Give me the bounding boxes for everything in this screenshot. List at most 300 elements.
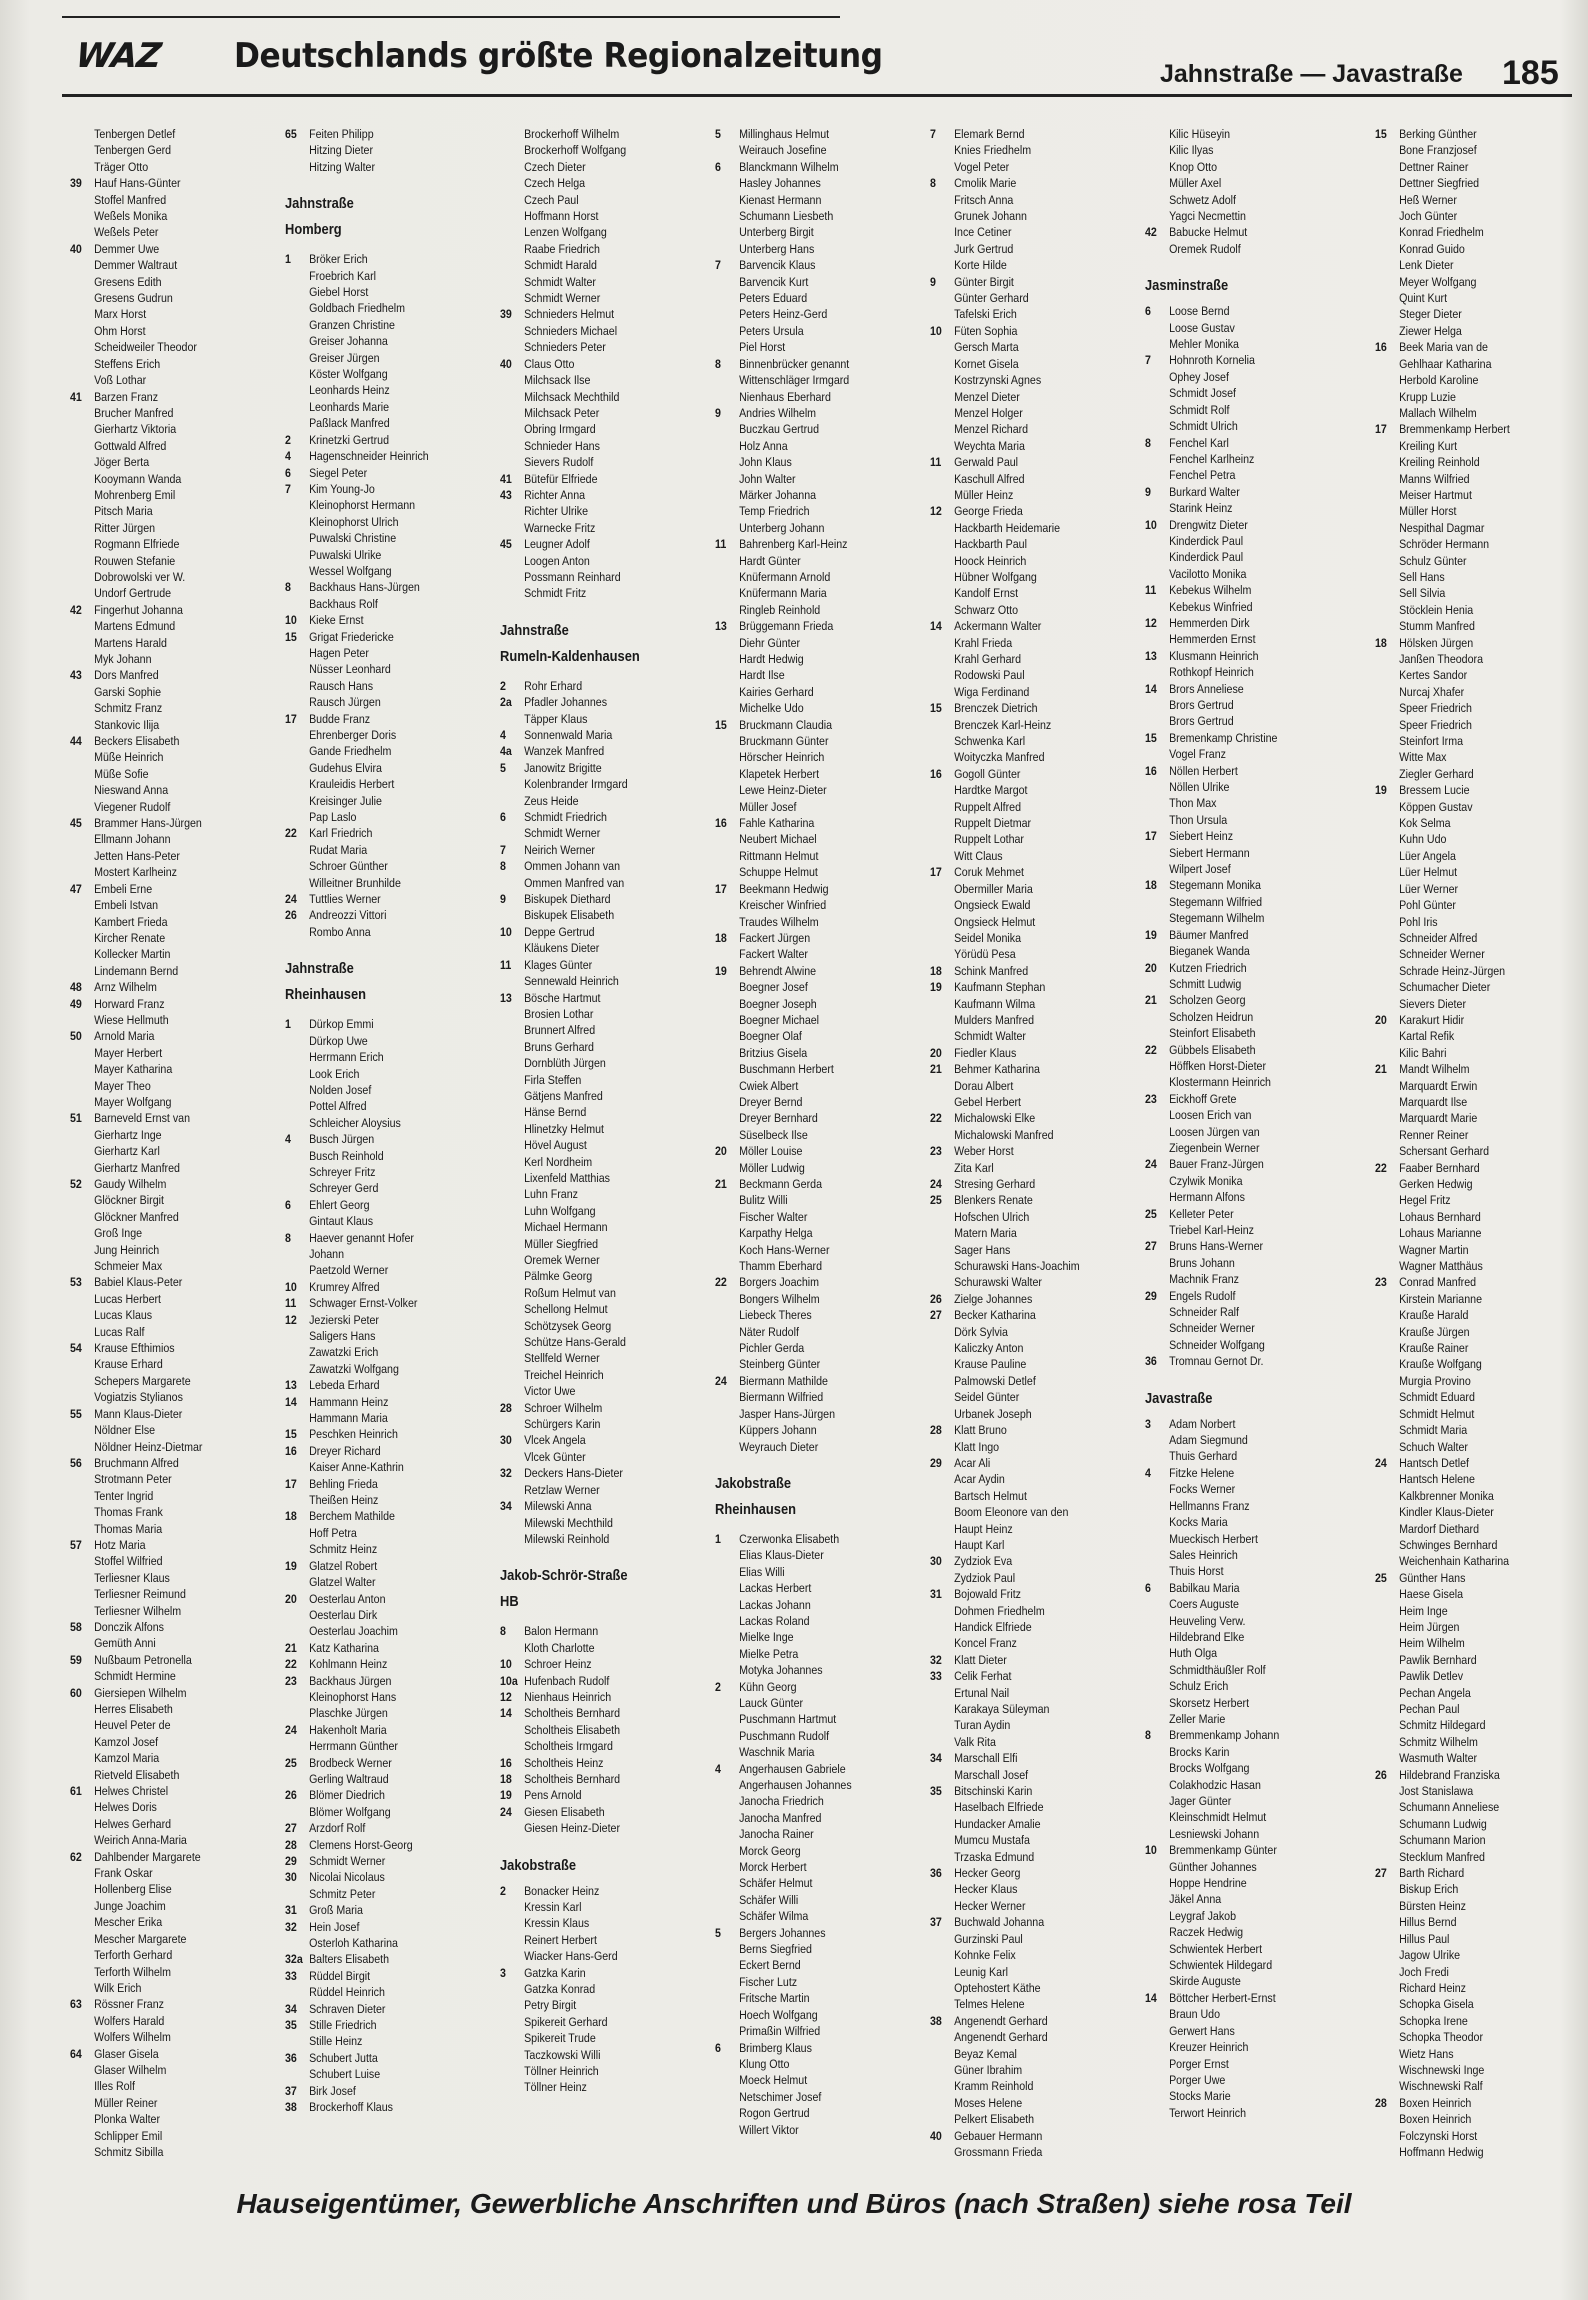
directory-entry: [715, 831, 875, 847]
house-number: 37: [285, 2083, 297, 2098]
directory-entry: [715, 356, 875, 372]
directory-entry: [70, 1553, 230, 1569]
house-number: 5: [715, 1925, 721, 1940]
resident-name: Schmidt Eduard: [1399, 1390, 1475, 1405]
resident-name: Schmitz Franz: [94, 701, 163, 716]
street-heading: Jakobstraße: [715, 1474, 792, 1492]
directory-entry: [715, 1373, 875, 1389]
resident-name: Petry Birgit: [524, 1998, 577, 2013]
directory-entry: [70, 848, 230, 864]
resident-name: Gätjens Manfred: [524, 1088, 603, 1103]
directory-entry: [500, 973, 660, 989]
directory-entry: [70, 1652, 230, 1668]
house-number: 58: [70, 1619, 82, 1634]
resident-name: Hoffmann Horst: [524, 209, 599, 224]
resident-name: Köppen Gustav: [1399, 799, 1473, 814]
resident-name: Ruppelt Lothar: [954, 832, 1024, 847]
resident-name: Hörscher Heinrich: [739, 750, 825, 765]
resident-name: Nußbaum Petronella: [94, 1652, 192, 1667]
directory-entry: [930, 224, 1090, 240]
directory-entry: [715, 749, 875, 765]
resident-name: Cwiek Albert: [739, 1078, 799, 1093]
resident-name: Diehr Günter: [739, 635, 801, 650]
directory-entry: [500, 743, 660, 759]
resident-name: Roßum Helmut van: [524, 1285, 616, 1300]
house-number: 40: [930, 2128, 942, 2143]
directory-entry: [285, 1033, 445, 1049]
directory-entry: [930, 667, 1090, 683]
resident-name: Nieswand Anna: [94, 783, 169, 798]
directory-entry: [1145, 1238, 1305, 1254]
resident-name: Gierhartz Viktoria: [94, 422, 177, 437]
resident-name: Bieganek Wanda: [1169, 944, 1250, 959]
resident-name: Speer Friedrich: [1399, 717, 1472, 732]
directory-entry: [500, 405, 660, 421]
resident-name: Siegel Peter: [309, 465, 368, 480]
resident-name: Zeus Heide: [524, 793, 579, 808]
directory-entry: [70, 1799, 230, 1815]
resident-name: Nicolai Nicolaus: [309, 1870, 385, 1885]
resident-name: Netschimer Josef: [739, 2089, 822, 2104]
directory-entry: [930, 1783, 1090, 1799]
resident-name: Menzel Holger: [954, 405, 1023, 420]
directory-entry: [930, 1439, 1090, 1455]
house-number: 18: [500, 1771, 512, 1786]
directory-entry: [1145, 208, 1305, 224]
resident-name: Tafelski Erich: [954, 307, 1017, 322]
resident-name: Stellfeld Werner: [524, 1351, 600, 1366]
resident-name: Lenzen Wolfgang: [524, 225, 607, 240]
directory-entry: [1145, 828, 1305, 844]
resident-name: Schmidt Hermine: [94, 1669, 176, 1684]
directory-entry: [1145, 1760, 1305, 1776]
house-number: 27: [285, 1821, 297, 1836]
resident-name: Loose Bernd: [1169, 304, 1230, 319]
directory-entry: [930, 1914, 1090, 1930]
directory-entry: [70, 1078, 230, 1094]
directory-entry: [1145, 175, 1305, 191]
resident-name: Ruppelt Alfred: [954, 799, 1022, 814]
directory-entry: [500, 1689, 660, 1705]
directory-entry: [500, 1738, 660, 1754]
resident-name: Barzen Franz: [94, 389, 159, 404]
resident-name: Wagner Martin: [1399, 1242, 1469, 1257]
directory-entry: [715, 1209, 875, 1225]
directory-entry: [285, 1837, 445, 1853]
directory-entry: [285, 432, 445, 448]
resident-name: Fenchel Karlheinz: [1169, 451, 1255, 466]
directory-entry: [1375, 1964, 1535, 1980]
resident-name: Obring Irmgard: [524, 422, 596, 437]
directory-entry: [1145, 697, 1305, 713]
resident-name: Stresing Gerhard: [954, 1177, 1036, 1191]
directory-entry: [715, 585, 875, 601]
house-number: 10: [500, 1657, 512, 1672]
resident-name: Pechan Paul: [1399, 1702, 1460, 1716]
resident-name: Backhaus Jürgen: [309, 1673, 392, 1688]
resident-name: Schmitz Heinz: [309, 1542, 378, 1557]
directory-entry: [70, 471, 230, 487]
directory-entry: [70, 1045, 230, 1061]
directory-entry: [1375, 159, 1535, 175]
resident-name: Steffens Erich: [94, 356, 161, 371]
directory-entry: [930, 142, 1090, 158]
directory-entry: [1145, 631, 1305, 647]
resident-name: Embeli Erne: [94, 881, 153, 896]
resident-name: Hardt Ilse: [739, 668, 785, 683]
directory-entry: [930, 569, 1090, 585]
resident-name: Buschmann Herbert: [739, 1062, 834, 1077]
resident-name: Konrad Friedhelm: [1399, 225, 1484, 240]
directory-entry: [285, 1492, 445, 1508]
directory-entry: [1375, 1980, 1535, 1996]
resident-name: Rittmann Helmut: [739, 848, 819, 863]
resident-name: Milchsack Ilse: [524, 373, 591, 388]
directory-entry: [715, 274, 875, 290]
district-subheading: Rumeln-Kaldenhausen: [500, 647, 640, 665]
resident-name: Skorsetz Herbert: [1169, 1695, 1250, 1710]
resident-name: Clemens Horst-Georg: [309, 1837, 413, 1852]
resident-name: Höffken Horst-Dieter: [1169, 1058, 1267, 1073]
resident-name: Brors Anneliese: [1169, 681, 1244, 696]
district-subheading: HB: [500, 1593, 519, 1611]
directory-entry: [715, 1875, 875, 1891]
house-number: 16: [285, 1443, 297, 1458]
directory-entry: [285, 1919, 445, 1935]
directory-entry: [1375, 323, 1535, 339]
resident-name: Wasmuth Walter: [1399, 1751, 1478, 1766]
directory-entry: [930, 1176, 1090, 1192]
resident-name: Embeli Istvan: [94, 898, 159, 913]
resident-name: Kerl Nordheim: [524, 1154, 593, 1169]
directory-entry: [1375, 1783, 1535, 1799]
resident-name: Mehler Monika: [1169, 337, 1239, 352]
resident-name: Boegner Olaf: [739, 1029, 802, 1044]
directory-entry: [715, 1225, 875, 1241]
resident-name: Biermann Mathilde: [739, 1373, 828, 1388]
directory-entry: [1375, 799, 1535, 815]
house-number: 14: [285, 1394, 297, 1409]
page-number: 185: [1502, 54, 1559, 92]
directory-entry: [70, 946, 230, 962]
resident-name: Pawlik Detlev: [1399, 1669, 1464, 1684]
resident-name: Wanzek Manfred: [524, 744, 605, 759]
directory-entry: [1375, 749, 1535, 765]
directory-entry: [1375, 2062, 1535, 2078]
resident-name: Schmitz Hildegard: [1399, 1718, 1486, 1733]
directory-entry: [930, 602, 1090, 618]
house-number: 3: [500, 1965, 506, 1980]
house-number: 42: [1145, 225, 1157, 240]
resident-name: Dörk Sylvia: [954, 1324, 1008, 1339]
resident-name: Oesterlau Dirk: [309, 1607, 378, 1622]
resident-name: Hillus Paul: [1399, 1931, 1450, 1946]
resident-name: Wischnewski Ralf: [1399, 2079, 1483, 2094]
resident-name: Heim Inge: [1399, 1603, 1448, 1618]
resident-name: Machnik Franz: [1169, 1272, 1239, 1287]
resident-name: Sievers Rudolf: [524, 455, 594, 470]
directory-entry: [70, 881, 230, 897]
directory-entry: [70, 405, 230, 421]
resident-name: Schmidt Maria: [1399, 1423, 1468, 1438]
resident-name: Nienhaus Eberhard: [739, 389, 831, 404]
directory-entry: [1375, 1586, 1535, 1602]
resident-name: Schurawski Walter: [954, 1275, 1042, 1290]
house-number: 8: [715, 356, 721, 371]
resident-name: Rohr Erhard: [524, 678, 583, 693]
resident-name: Steinfort Elisabeth: [1169, 1026, 1256, 1041]
house-number: 8: [500, 859, 506, 874]
resident-name: Jasper Hans-Jürgen: [739, 1406, 836, 1421]
resident-name: Schlipper Emil: [94, 2128, 163, 2143]
directory-entry: [1145, 1678, 1305, 1694]
directory-entry: [1145, 1189, 1305, 1205]
resident-name: Angenendt Gerhard: [954, 2030, 1048, 2045]
house-number: 10: [930, 323, 942, 338]
house-number: 36: [285, 2050, 297, 2065]
resident-name: Barvencik Kurt: [739, 274, 809, 289]
house-number: 31: [930, 1587, 942, 1602]
directory-entry: [1375, 1209, 1535, 1225]
directory-entry: [1375, 897, 1535, 913]
house-number: 8: [500, 1624, 506, 1639]
house-number: 20: [1375, 1012, 1387, 1027]
directory-entry: [285, 284, 445, 300]
house-number: 18: [1375, 635, 1387, 650]
house-number: 16: [1375, 340, 1387, 355]
directory-entry: [500, 1186, 660, 1202]
directory-entry: [715, 159, 875, 175]
directory-entry: [930, 290, 1090, 306]
resident-name: Terliesner Wilhelm: [94, 1603, 182, 1618]
resident-name: Knüfermann Arnold: [739, 569, 831, 584]
resident-name: Steinfort Irma: [1399, 734, 1464, 749]
house-number: 6: [1145, 304, 1151, 319]
directory-entry: [715, 1908, 875, 1924]
directory-entry: [930, 438, 1090, 454]
directory-column-6: [1145, 126, 1305, 2176]
directory-entry: [70, 454, 230, 470]
resident-name: Küppers Johann: [739, 1423, 817, 1438]
directory-entry: [715, 142, 875, 158]
directory-entry: [285, 1377, 445, 1393]
header-rule-top: [62, 16, 840, 18]
directory-entry: [1375, 1324, 1535, 1340]
directory-entry: [500, 192, 660, 208]
resident-name: Busch Reinhold: [309, 1148, 384, 1163]
resident-name: Feiten Philipp: [309, 127, 374, 141]
directory-entry: [930, 1209, 1090, 1225]
resident-name: Kirstein Marianne: [1399, 1291, 1483, 1306]
resident-name: Kartal Refik: [1399, 1029, 1455, 1044]
directory-entry: [930, 1931, 1090, 1947]
directory-entry: [930, 1110, 1090, 1126]
directory-entry: [1375, 536, 1535, 552]
directory-entry: [1145, 1875, 1305, 1891]
resident-name: Folczynski Horst: [1399, 2128, 1478, 2143]
resident-name: Bonacker Heinz: [524, 1883, 600, 1898]
house-number: 48: [70, 980, 82, 995]
resident-name: Optehostert Käthe: [954, 1980, 1041, 1995]
house-number: 62: [70, 1849, 82, 1864]
directory-entry: [500, 1416, 660, 1432]
directory-entry: [715, 2023, 875, 2039]
directory-entry: [715, 1662, 875, 1678]
resident-name: Jager Günter: [1169, 1794, 1232, 1808]
house-number: 17: [1145, 829, 1157, 844]
directory-entry: [1145, 1337, 1305, 1353]
house-number: 10a: [500, 1673, 518, 1688]
resident-name: Brodbeck Werner: [309, 1755, 392, 1770]
resident-name: Fischer Walter: [739, 1209, 808, 1224]
resident-name: Lüer Werner: [1399, 881, 1459, 896]
resident-name: Schroer Heinz: [524, 1657, 592, 1672]
directory-entry: [1375, 372, 1535, 388]
directory-entry: [500, 224, 660, 240]
resident-name: Faaber Bernhard: [1399, 1160, 1480, 1175]
directory-entry: [930, 2062, 1090, 2078]
resident-name: Hotz Maria: [94, 1537, 146, 1552]
resident-name: Acar Aydin: [954, 1472, 1005, 1487]
resident-name: Hardtke Margot: [954, 783, 1028, 798]
house-number: 30: [285, 1870, 297, 1885]
resident-name: Krause Efthimios: [94, 1341, 175, 1356]
directory-entry: [70, 1685, 230, 1701]
directory-entry: [715, 1859, 875, 1875]
directory-entry: [1145, 2072, 1305, 2088]
directory-entry: [1375, 1340, 1535, 1356]
resident-name: Manns Wilfried: [1399, 471, 1470, 486]
resident-name: Lucas Klaus: [94, 1308, 153, 1323]
resident-name: Bongers Wilhelm: [739, 1291, 820, 1306]
directory-entry: [70, 1996, 230, 2012]
directory-entry: [500, 1367, 660, 1383]
house-number: 8: [1145, 1728, 1151, 1743]
directory-entry: [1375, 175, 1535, 191]
resident-name: Peters Heinz-Gerd: [739, 307, 828, 322]
directory-entry: [1145, 664, 1305, 680]
resident-name: Brammer Hans-Jürgen: [94, 816, 202, 831]
resident-name: Schnieders Helmut: [524, 307, 615, 322]
directory-entry: [70, 1964, 230, 1980]
resident-name: Lohaus Marianne: [1399, 1226, 1482, 1241]
directory-entry: [715, 306, 875, 322]
resident-name: Hasley Johannes: [739, 176, 821, 191]
directory-entry: [930, 930, 1090, 946]
resident-name: Elias Willi: [739, 1564, 785, 1579]
resident-name: Kreiling Kurt: [1399, 438, 1458, 453]
directory-entry: [1145, 1206, 1305, 1222]
resident-name: Balters Elisabeth: [309, 1952, 390, 1967]
resident-name: Kertes Sandor: [1399, 668, 1468, 683]
directory-entry: [500, 1705, 660, 1721]
directory-entry: [70, 1242, 230, 1258]
street-heading: Javastraße: [1145, 1389, 1213, 1407]
resident-name: Schneider Ralf: [1169, 1305, 1239, 1320]
resident-name: Blömer Wolfgang: [309, 1804, 391, 1819]
directory-entry: [70, 257, 230, 273]
resident-name: Herrmann Günther: [309, 1739, 398, 1754]
directory-entry: [285, 1902, 445, 1918]
directory-entry: [70, 651, 230, 667]
directory-entry: [500, 1623, 660, 1639]
resident-name: Kamzol Josef: [94, 1734, 159, 1749]
resident-name: Ongsieck Ewald: [954, 898, 1031, 913]
directory-entry: [285, 497, 445, 513]
directory-entry: [1375, 1619, 1535, 1635]
resident-name: Gerken Hedwig: [1399, 1177, 1473, 1191]
directory-entry: [285, 251, 445, 267]
resident-name: Ertunal Nail: [954, 1685, 1010, 1700]
directory-entry: [500, 1236, 660, 1252]
resident-name: Thomas Maria: [94, 1521, 163, 1536]
directory-entry: [1375, 618, 1535, 634]
resident-name: Coruk Mehmet: [954, 865, 1024, 880]
directory-entry: [1375, 881, 1535, 897]
directory-entry: [715, 1258, 875, 1274]
directory-columns: [70, 126, 1570, 2176]
resident-name: Kim Young-Jo: [309, 481, 375, 496]
resident-name: Berking Günther: [1399, 127, 1477, 141]
house-number: 4: [285, 449, 291, 464]
directory-entry: [285, 875, 445, 891]
directory-entry: [1375, 1176, 1535, 1192]
resident-name: Luhn Wolfgang: [524, 1203, 596, 1218]
directory-entry: [1375, 2095, 1535, 2111]
resident-name: Klatt Dieter: [954, 1652, 1007, 1667]
directory-entry: [715, 1439, 875, 1455]
resident-name: Traudes Wilhelm: [739, 914, 819, 929]
resident-name: Dettner Siegfried: [1399, 176, 1480, 191]
resident-name: Zeller Marie: [1169, 1711, 1226, 1726]
directory-entry: [70, 1274, 230, 1290]
directory-entry: [1145, 1629, 1305, 1645]
resident-name: Gottwald Alfred: [94, 438, 167, 453]
directory-entry: [1145, 2056, 1305, 2072]
directory-entry: [930, 339, 1090, 355]
resident-name: Brors Gertrud: [1169, 698, 1234, 712]
resident-name: Lixenfeld Matthias: [524, 1170, 610, 1185]
resident-name: Liebeck Theres: [739, 1308, 812, 1323]
resident-name: Seidel Günter: [954, 1390, 1020, 1405]
directory-entry: [715, 1307, 875, 1323]
directory-entry: [1375, 274, 1535, 290]
directory-entry: [1145, 241, 1305, 257]
resident-name: Ellmann Johann: [94, 832, 171, 847]
directory-entry: [70, 372, 230, 388]
directory-entry: [500, 1301, 660, 1317]
directory-entry: [715, 553, 875, 569]
house-number: 49: [70, 996, 82, 1011]
directory-entry: [1145, 1514, 1305, 1530]
header-rule-bottom: [62, 94, 1572, 97]
resident-name: Celik Ferhat: [954, 1669, 1012, 1684]
resident-name: Karpathy Helga: [739, 1226, 813, 1241]
resident-name: Ziegenbein Werner: [1169, 1140, 1260, 1155]
directory-entry: [1375, 1110, 1535, 1126]
resident-name: Ohm Horst: [94, 323, 146, 338]
house-number: 47: [70, 881, 82, 896]
directory-entry: [715, 2089, 875, 2105]
resident-name: Richard Heinz: [1399, 1980, 1467, 1995]
house-number: 63: [70, 1997, 82, 2012]
resident-name: Puwalski Ulrike: [309, 547, 382, 562]
directory-entry: [1375, 454, 1535, 470]
directory-entry: [930, 1799, 1090, 1815]
resident-name: Leugner Adolf: [524, 537, 590, 552]
directory-entry: [70, 1291, 230, 1307]
resident-name: Scholtheis Bernhard: [524, 1771, 621, 1786]
